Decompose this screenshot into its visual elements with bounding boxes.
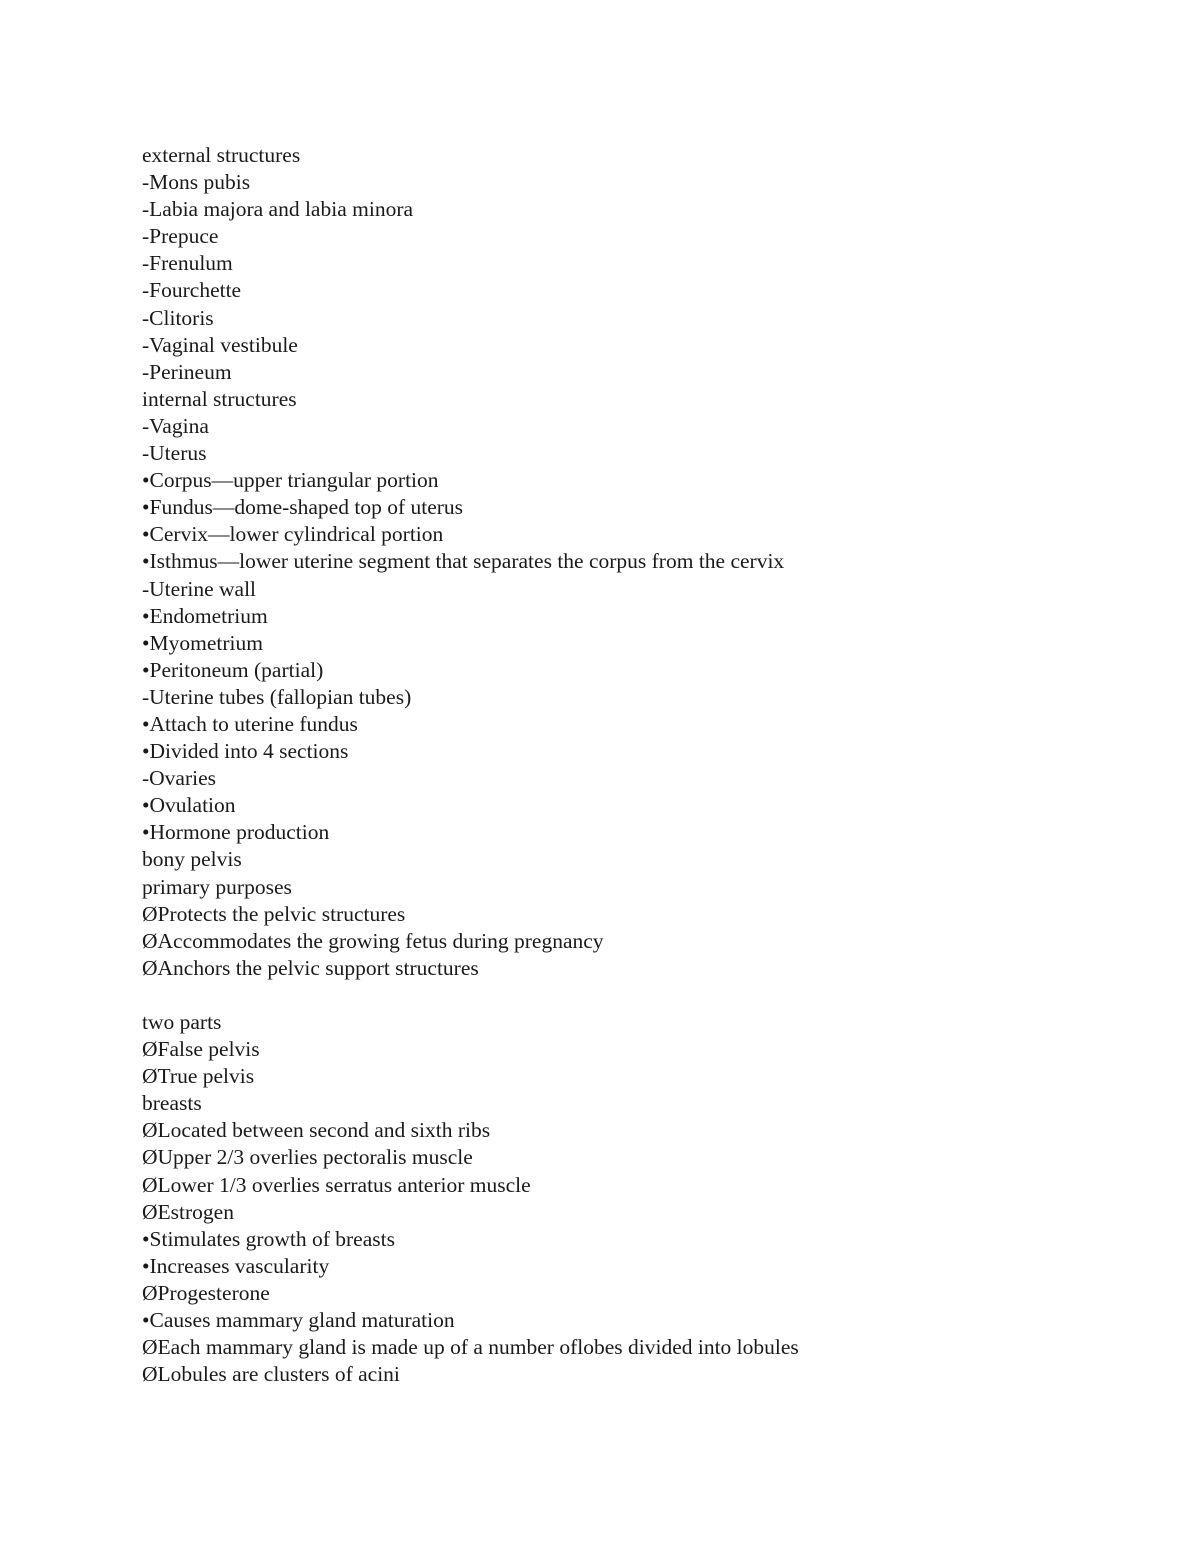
document-line: •Attach to uterine fundus <box>142 711 358 736</box>
document-line: •Stimulates growth of breasts <box>142 1226 395 1251</box>
document-line: •Isthmus—lower uterine segment that separates the corpus from the cervix <box>142 549 785 574</box>
document-line: •Hormone production <box>142 820 330 845</box>
document-line: external structures <box>142 143 301 167</box>
document-line: -Vaginal vestibule <box>142 332 298 357</box>
document-line: bony pelvis <box>142 847 242 872</box>
document-line: -Ovaries <box>142 766 217 791</box>
document-body <box>142 142 1142 1388</box>
document-line: •Fundus—dome-shaped top of uterus <box>142 495 464 520</box>
document-line: ØFalse pelvis <box>142 1037 260 1062</box>
document-line: ØEstrogen <box>142 1199 234 1224</box>
document-line: ØUpper 2/3 overlies pectoralis muscle <box>142 1145 473 1170</box>
document-line: two parts <box>142 1010 222 1034</box>
document-line: •Divided into 4 sections <box>142 739 349 764</box>
document-line: -Mons pubis <box>142 170 251 195</box>
document-line: -Prepuce <box>142 224 219 249</box>
document-line: breasts <box>142 1091 202 1116</box>
document-line: -Uterus <box>142 441 207 466</box>
document-line <box>142 982 1142 1009</box>
document-line: -Clitoris <box>142 305 214 330</box>
document-line: •Ovulation <box>142 793 236 818</box>
document-line: •Endometrium <box>142 603 268 628</box>
document-line: •Peritoneum (partial) <box>142 657 324 682</box>
document-line: ØLobules are clusters of acini <box>142 1362 400 1387</box>
document-line: -Uterine wall <box>142 576 257 601</box>
document-line: internal structures <box>142 386 297 411</box>
document-line: •Corpus—upper triangular portion <box>142 468 439 493</box>
document-line: •Increases vascularity <box>142 1253 330 1278</box>
document-line: ØLower 1/3 overlies serratus anterior muscle <box>142 1172 531 1197</box>
document-line: -Fourchette <box>142 278 242 303</box>
document-line: •Myometrium <box>142 630 263 655</box>
document-line: ØAnchors the pelvic support structures <box>142 955 479 980</box>
document-line: •Causes mammary gland maturation <box>142 1308 455 1333</box>
document-line: •Cervix—lower cylindrical portion <box>142 522 444 547</box>
document-line: -Labia majora and labia minora <box>142 197 414 222</box>
document-line: -Vagina <box>142 413 209 438</box>
document-line: ØEach mammary gland is made up of a number oflobes divided into lobules <box>142 1335 799 1360</box>
document-line: ØProtects the pelvic structures <box>142 901 406 926</box>
document-line: ØProgesterone <box>142 1280 270 1305</box>
document-line: -Uterine tubes (fallopian tubes) <box>142 684 412 709</box>
document-line: -Perineum <box>142 359 232 384</box>
document-line: primary purposes <box>142 874 292 899</box>
document-line: -Frenulum <box>142 251 233 276</box>
document-line: ØLocated between second and sixth ribs <box>142 1118 491 1143</box>
document-line: ØTrue pelvis <box>142 1064 255 1089</box>
document-line: ØAccommodates the growing fetus during pregnancy <box>142 928 604 953</box>
